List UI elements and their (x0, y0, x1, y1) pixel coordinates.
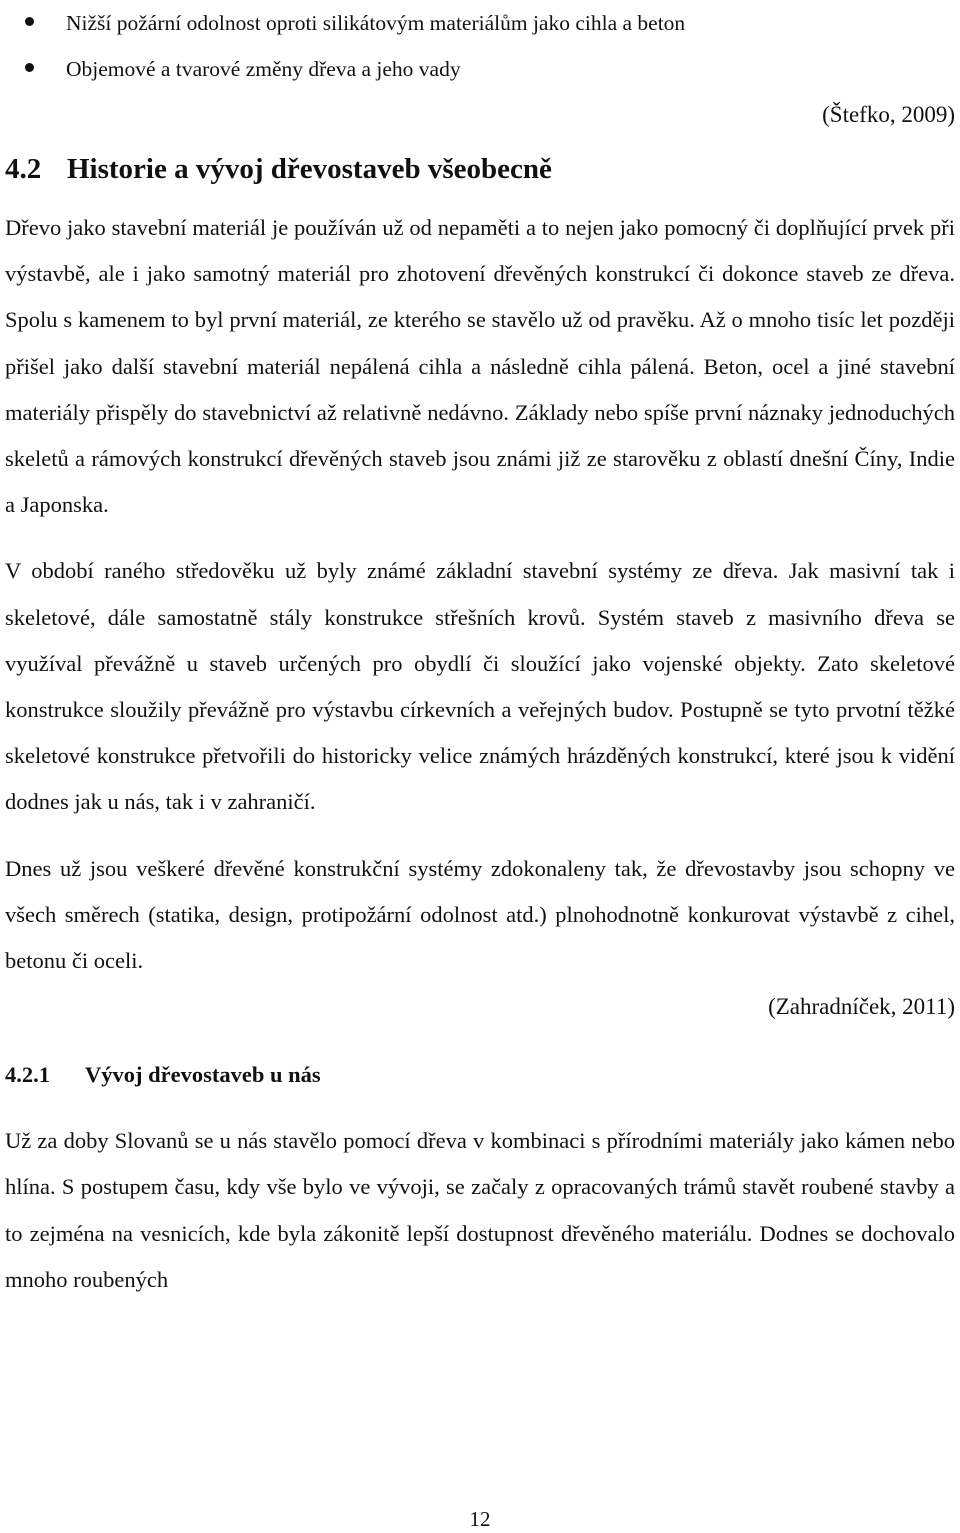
subsection-number: 4.2.1 (5, 1062, 50, 1088)
citation: (Štefko, 2009) (822, 102, 955, 127)
section-title: Historie a vývoj dřevostaveb všeobecně (67, 153, 552, 185)
paragraph: Už za doby Slovanů se u nás stavělo pomocí dřeva v kombinaci s přírodními materiály jako kámen nebo hlína. S postupem času, kdy vše bylo ve vývoji, se začaly z opracovaných trámů stavět roubené stavby a to zejména na vesnicích, kde byla zákonitě lepší dostupnost dřevěného materiálu. Dodnes se dochovalo mnoho roubených (5, 1128, 955, 1292)
list-item-text: Objemové a tvarové změny dřeva a jeho vady (66, 57, 461, 81)
bullet-icon (25, 63, 34, 72)
section-number: 4.2 (5, 153, 42, 185)
paragraph: Dnes už jsou veškeré dřevěné konstrukční systémy zdokonaleny tak, že dřevostavby jsou schopny ve všech směrech (statika, design, protipožární odolnost atd.) plnohodnotně konkurovat výstavbě z cihel, betonu či oceli. (5, 855, 955, 974)
bullet-list (5, 0, 955, 92)
paragraph: V období raného středověku už byly známé základní stavební systémy ze dřeva. Jak masivní tak i skeletové, dále samostatně stály konstrukce střešních krovů. Systém staveb z masivního dřeva se využíval převážně u staveb určených pro obydlí či sloužící jako vojenské objekty. Zato skeletové konstrukce sloužily převážně pro výstavbu církevních a veřejných budov. Postupně se tyto prvotní těžké skeletové konstrukce přetvořili do historicky velice známých hrázděných konstrukcí, které jsou k vidění dodnes jak u nás, tak i v zahraničí. (5, 558, 955, 815)
bullet-icon (25, 17, 34, 26)
subsection-title: Vývoj dřevostaveb u nás (85, 1062, 321, 1088)
document-page (5, 0, 955, 1303)
subsection-heading (5, 1052, 955, 1098)
page-number: 12 (469, 1507, 491, 1531)
list-item-text: Nižší požární odolnost oproti silikátovým materiálům jako cihla a beton (66, 11, 686, 35)
list-item (5, 46, 955, 92)
list-item (5, 0, 955, 46)
paragraph: Dřevo jako stavební materiál je používán už od nepaměti a to nejen jako pomocný či doplňující prvek při výstavbě, ale i jako samotný materiál pro zhotovení dřevěných konstrukcí či dokonce staveb ze dřeva. Spolu s kamenem to byl první materiál, ze kterého se stavělo už od pravěku. Až o mnoho tisíc let později přišel jako další stavební materiál nepálená cihla a následně cihla pálená. Beton, ocel a jiné stavební materiály přispěly do stavebnictví až relativně nedávno. Základy nebo spíše první náznaky jednoduchých skeletů a rámových konstrukcí dřevěných staveb jsou známi již ze starověku z oblastí dnešní Číny, Indie a Japonska. (5, 215, 955, 518)
section-heading (5, 149, 955, 189)
citation: (Zahradníček, 2011) (768, 994, 955, 1020)
